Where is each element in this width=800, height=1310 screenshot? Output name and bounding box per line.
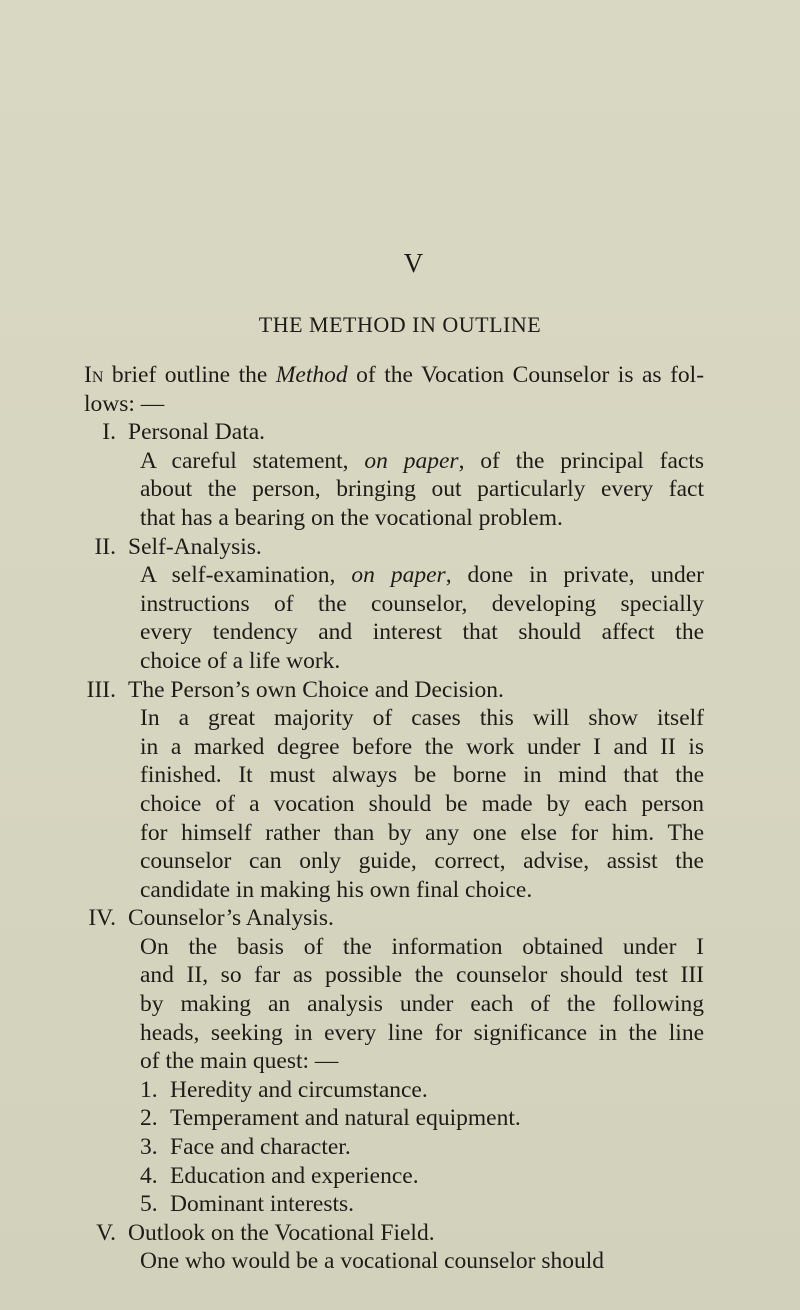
section-heading [84, 904, 704, 933]
chapter-number: V [403, 248, 425, 278]
text-fragment: by making an analysis under each of the following [140, 991, 704, 1018]
text-fragment: In a great majority of cases this will show itself [140, 705, 704, 732]
section-text-line [84, 561, 704, 590]
text-fragment: On the basis of the information obtained under I [140, 933, 704, 960]
section-text-line [84, 1047, 704, 1076]
section-text-line [84, 733, 704, 762]
text-fragment: that has a bearing on the vocational problem. [140, 504, 563, 531]
sub-item [84, 1190, 704, 1219]
section-heading [84, 676, 704, 705]
sub-item-number: 3. [140, 1134, 158, 1161]
section-heading-text: The Person’s own Choice and Decision. [128, 676, 504, 703]
section-heading-text: Counselor’s Analysis. [128, 905, 334, 932]
outline-sections [84, 418, 704, 1276]
text-fragment: One who would be a vocational counselor should [140, 1248, 605, 1275]
section-heading-text: Outlook on the Vocational Field. [128, 1219, 435, 1246]
section-numeral: II. [94, 533, 116, 560]
section-text-line [84, 704, 704, 733]
chapter-body [84, 361, 704, 1276]
text-fragment: choice of a life work. [140, 647, 341, 674]
section-text-line [84, 961, 704, 990]
section-text-line [84, 790, 704, 819]
sub-item-text: Heredity and circumstance. [170, 1076, 428, 1103]
section-text-line [84, 876, 704, 905]
sub-item-text: Temperament and natural equipment. [170, 1105, 521, 1132]
text-fragment: , of the principal facts [458, 447, 704, 474]
sub-item [84, 1076, 704, 1105]
section-text-line [84, 618, 704, 647]
text-fragment: every tendency and interest that should affect the [140, 619, 704, 646]
sub-item [84, 1162, 704, 1191]
sub-item-text: Face and character. [170, 1134, 351, 1161]
section-numeral: IV. [88, 905, 116, 932]
intro-line-1 [84, 361, 704, 390]
sub-item-number: 4. [140, 1162, 158, 1189]
section-text-line [84, 819, 704, 848]
intro-line-2: lows: — [84, 390, 165, 417]
section-text-line [84, 647, 704, 676]
section-heading [84, 1219, 704, 1248]
text-fragment: candidate in making his own final choice. [140, 876, 533, 903]
section-heading-text: Self-Analysis. [128, 533, 262, 560]
text-fragment: heads, seeking in every line for significance in the line [140, 1019, 704, 1046]
intro-lead: In [84, 362, 104, 388]
chapter-title: THE METHOD IN OUTLINE [258, 312, 542, 337]
sub-item-number: 1. [140, 1076, 158, 1103]
outline-section [84, 1219, 704, 1276]
text-fragment: for himself rather than by any one else for him. The [140, 819, 704, 846]
text-fragment: choice of a vocation should be made by each person [140, 790, 704, 817]
text-fragment: counselor can only guide, correct, advise, assist the [140, 848, 704, 875]
section-text-line [84, 504, 704, 533]
section-heading [84, 533, 704, 562]
text-fragment: of the main quest: — [140, 1048, 339, 1075]
emphasis-text: on paper [351, 562, 446, 589]
section-text-line [84, 475, 704, 504]
section-text-line [84, 447, 704, 476]
text-fragment: about the person, bringing out particularly every fact [140, 476, 704, 503]
sub-item-text: Dominant interests. [170, 1191, 355, 1218]
section-numeral: V. [96, 1219, 116, 1246]
text-fragment: and II, so far as possible the counselor should test III [140, 962, 704, 989]
section-text-line [84, 1019, 704, 1048]
emphasis-text: on paper [364, 447, 459, 474]
text-fragment: in a marked degree before the work under I and II is [140, 733, 704, 760]
outline-section [84, 533, 704, 676]
intro-text-after: of the Vocation Counselor is as fol- [356, 362, 704, 388]
text-fragment: A self-examination, [140, 562, 352, 589]
sub-item-text: Education and experience. [170, 1162, 419, 1189]
section-text-line [84, 990, 704, 1019]
sub-item-number: 2. [140, 1105, 158, 1132]
text-fragment: A careful statement, [140, 447, 365, 474]
outline-section [84, 904, 704, 1219]
section-text-line [84, 847, 704, 876]
text-fragment: finished. It must always be borne in mind that the [140, 762, 704, 789]
section-numeral: III. [86, 676, 116, 703]
text-fragment: , done in private, under [445, 562, 704, 589]
intro-text-before: brief outline the [111, 362, 268, 388]
section-numeral: I. [102, 419, 116, 446]
section-heading-text: Personal Data. [128, 419, 266, 446]
intro-emphasis: Method [275, 362, 348, 388]
sub-item [84, 1104, 704, 1133]
sub-item-number: 5. [140, 1191, 158, 1218]
section-text-line [84, 933, 704, 962]
section-text-line [84, 761, 704, 790]
section-text-line [84, 1247, 704, 1276]
outline-section [84, 418, 704, 532]
sub-item [84, 1133, 704, 1162]
text-fragment: instructions of the counselor, developing specially [140, 590, 704, 617]
section-heading [84, 418, 704, 447]
outline-section [84, 676, 704, 905]
section-text-line [84, 590, 704, 619]
